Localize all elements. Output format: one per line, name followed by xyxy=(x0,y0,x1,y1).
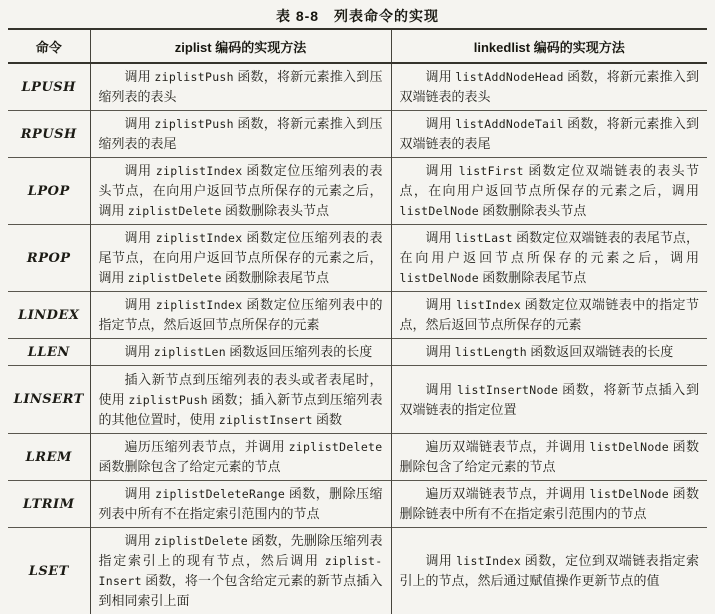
code-token: ziplistIndex xyxy=(155,298,243,312)
table-row xyxy=(8,481,707,528)
code-token: ziplistDelete xyxy=(288,440,383,454)
code-token: listIndex xyxy=(456,298,522,312)
linkedlist-cell: 调用 listIndex 函数定位双端链表中的指定节点，然后返回节点所保存的元素 xyxy=(399,297,699,332)
code-token: ziplistIndex xyxy=(155,164,243,178)
code-token: listInsertNode xyxy=(457,382,559,397)
linkedlist-cell: 遍历双端链表节点，并调用 listDelNode 函数删除链表中所有不在指定索引范围内的节点 xyxy=(399,486,699,521)
code-token: listDelNode xyxy=(399,204,479,218)
code-token: listLast xyxy=(454,231,513,245)
linkedlist-cell: 调用 listLength 函数返回双端链表的长度 xyxy=(425,344,674,359)
linkedlist-cell: 调用 listAddNodeHead 函数，将新元素推入到双端链表的表头 xyxy=(399,69,699,104)
table-row xyxy=(8,63,707,111)
code-token: ziplistInsert xyxy=(218,412,313,427)
linkedlist-cell: 调用 listIndex 函数，定位到双端链表指定索引上的节点，然后通过赋值操作更新节点的值 xyxy=(399,553,699,588)
ziplist-cell: 调用 ziplistPush 函数，将新元素推入到压缩列表的表头 xyxy=(90,63,391,111)
ziplist-cell: 调用 ziplistDeleteRange 函数，删除压缩列表中所有不在指定索引范围内的节点 xyxy=(90,481,391,528)
ziplist-cell: 调用 ziplistPush 函数，将新元素推入到压缩列表的表尾 xyxy=(90,111,391,158)
code-token: listDelNode xyxy=(589,487,669,501)
command-cell: LPUSH xyxy=(8,63,90,111)
command-cell: LSET xyxy=(8,528,90,614)
code-token: listAddNodeHead xyxy=(455,70,564,84)
ziplist-cell: 调用 ziplistIndex 函数定位压缩列表的表尾节点，在向用户返回节点所保存的元素之后，调用 ziplistDelete 函数删除表尾节点 xyxy=(90,225,391,292)
table-row xyxy=(8,339,707,366)
ziplist-cell: 调用 ziplistIndex 函数定位压缩列表中的指定节点，然后返回节点所保存的元素 xyxy=(90,292,391,339)
column-header-command: 命令 xyxy=(8,29,90,63)
linkedlist-cell: 遍历双端链表节点，并调用 listDelNode 函数删除包含了给定元素的节点 xyxy=(399,439,699,474)
ziplist-cell: 调用 ziplistDelete 函数，先删除压缩列表指定索引上的现有节点，然后调用 ziplist-Insert 函数，将一个包含给定元素的新节点插入到相同索引上面 xyxy=(90,528,391,614)
command-cell: LREM xyxy=(8,434,90,481)
linkedlist-cell: 调用 listFirst 函数定位双端链表的表头节点，在向用户返回节点所保存的元素之后，调用 listDelNode 函数删除表头节点 xyxy=(399,163,699,218)
table-header xyxy=(8,29,707,63)
ziplist-cell: 调用 ziplistLen 函数返回压缩列表的长度 xyxy=(90,339,391,366)
command-cell: RPOP xyxy=(8,225,90,292)
code-token: ziplistPush xyxy=(154,117,234,131)
column-header-ziplist: ziplist 编码的实现方法 xyxy=(90,29,391,63)
linkedlist-cell: 调用 listAddNodeTail 函数，将新元素推入到双端链表的表尾 xyxy=(399,116,699,151)
code-token: ziplistDelete xyxy=(127,204,222,218)
list-commands-table xyxy=(8,28,707,614)
table-body xyxy=(8,63,707,614)
command-cell: LINDEX xyxy=(8,292,90,339)
code-token: listIndex xyxy=(456,554,522,568)
table-row xyxy=(8,158,707,225)
header-row xyxy=(8,29,707,63)
command-cell: LLEN xyxy=(8,339,90,366)
code-token: ziplist-Insert xyxy=(98,554,383,588)
ziplist-cell: 调用 ziplistIndex 函数定位压缩列表的表头节点，在向用户返回节点所保存的元素之后，调用 ziplistDelete 函数删除表头节点 xyxy=(90,158,391,225)
table-row xyxy=(8,434,707,481)
column-header-linkedlist: linkedlist 编码的实现方法 xyxy=(391,29,707,63)
ziplist-cell: 遍历压缩列表节点，并调用 ziplistDelete 函数删除包含了给定元素的节点 xyxy=(90,434,391,481)
code-token: listDelNode xyxy=(589,440,669,454)
linkedlist-cell: 调用 listLast 函数定位双端链表的表尾节点，在向用户返回节点所保存的元素之后，调用 listDelNode 函数删除表尾节点 xyxy=(399,230,699,285)
command-cell: LPOP xyxy=(8,158,90,225)
code-token: ziplistPush xyxy=(154,70,234,84)
command-cell: LTRIM xyxy=(8,481,90,528)
code-token: ziplistLen xyxy=(153,345,227,359)
table-row xyxy=(8,292,707,339)
linkedlist-cell: 调用 listInsertNode 函数，将新节点插入到双端链表的指定位置 xyxy=(399,381,699,417)
code-token: ziplistPush xyxy=(128,392,208,407)
command-cell: RPUSH xyxy=(8,111,90,158)
ziplist-cell: 插入新节点到压缩列表的表头或者表尾时，使用 ziplistPush 函数；插入新节点到压缩列表的其他位置时，使用 ziplistInsert 函数 xyxy=(90,366,391,434)
code-token: listFirst xyxy=(458,164,524,178)
table-row xyxy=(8,528,707,614)
table-row xyxy=(8,225,707,292)
code-token: ziplistIndex xyxy=(155,231,243,245)
code-token: listDelNode xyxy=(399,271,479,285)
table-row xyxy=(8,111,707,158)
code-token: listLength xyxy=(454,345,528,359)
code-token: listAddNodeTail xyxy=(455,117,564,131)
table-caption: 表 8-8 列表命令的实现 xyxy=(275,8,440,24)
code-token: ziplistDeleteRange xyxy=(155,487,286,501)
command-cell: LINSERT xyxy=(8,366,90,434)
code-token: ziplistDelete xyxy=(154,534,249,548)
table-row xyxy=(8,366,707,434)
code-token: ziplistDelete xyxy=(127,271,222,285)
